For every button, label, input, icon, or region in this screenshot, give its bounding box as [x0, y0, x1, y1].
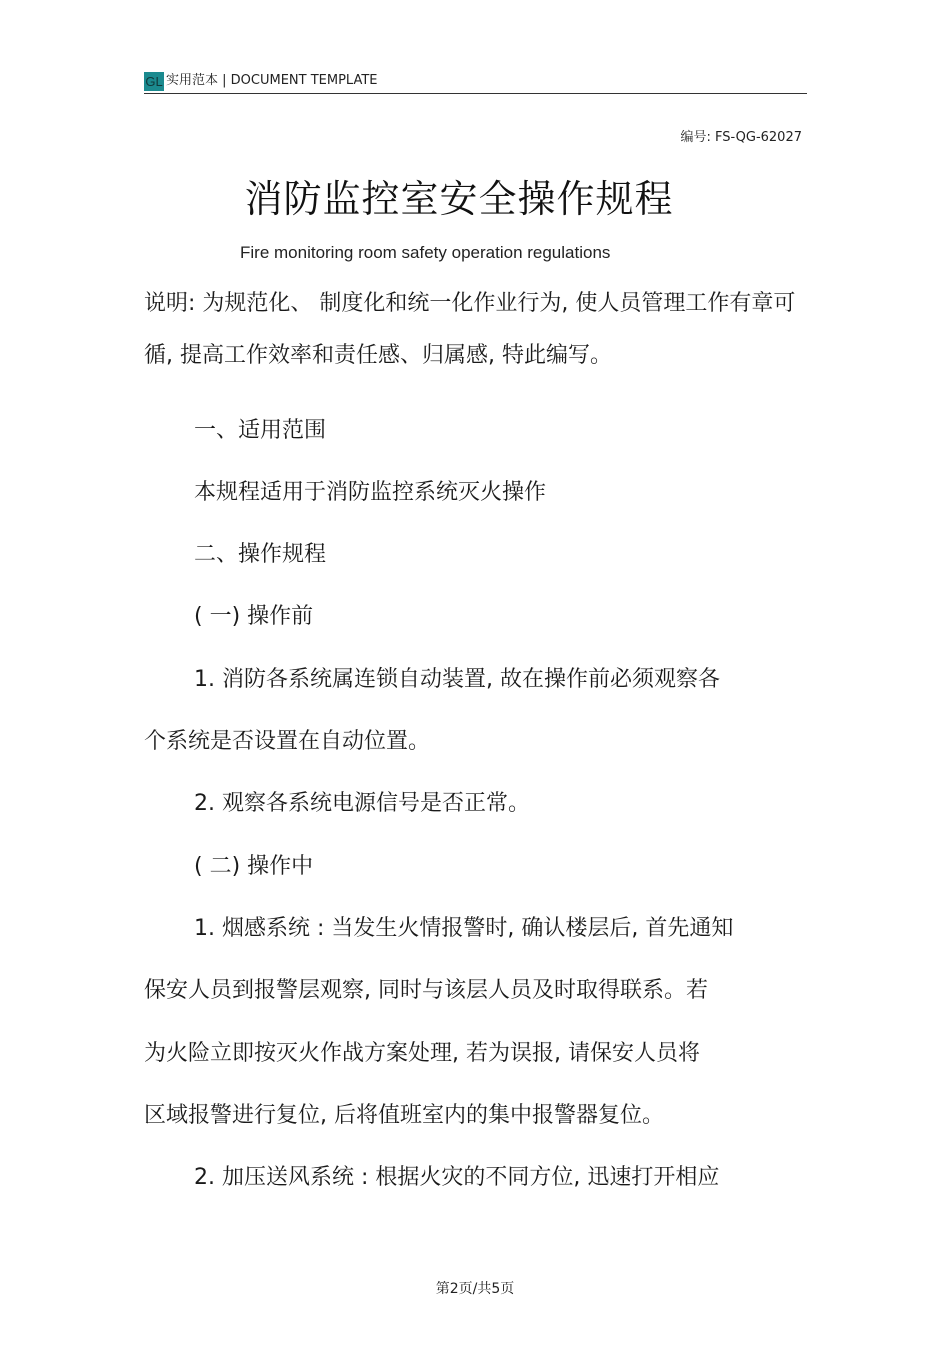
item-3-line-2: 保安人员到报警层观察, 同时与该层人员及时取得联系。若	[144, 978, 708, 1003]
item-3-line-1: 1. 烟感系统 : 当发生火情报警时, 确认楼层后, 首先通知	[194, 916, 734, 941]
intro-line-1: 说明: 为规范化、 制度化和统一化作业行为, 使人员管理工作有章可	[144, 291, 796, 316]
section-heading-procedure: 二、操作规程	[194, 542, 327, 567]
intro-line-2: 循, 提高工作效率和责任感、归属感, 特此编写。	[144, 343, 612, 368]
item-2: 2. 观察各系统电源信号是否正常。	[194, 791, 530, 816]
item-3-line-3: 为火险立即按灭火作战方案处理, 若为误报, 请保安人员将	[144, 1041, 700, 1066]
header-divider	[144, 93, 807, 94]
item-4-line-1: 2. 加压送风系统 : 根据火灾的不同方位, 迅速打开相应	[194, 1165, 720, 1190]
document-subtitle: Fire monitoring room safety operation regulations	[240, 243, 611, 262]
section-text-scope: 本规程适用于消防监控系统灭火操作	[194, 480, 547, 505]
page-number: 第2页/共5页	[435, 1281, 515, 1297]
item-1-line-2: 个系统是否设置在自动位置。	[144, 729, 431, 754]
document-title: 消防监控室安全操作规程	[244, 177, 674, 221]
item-1-line-1: 1. 消防各系统属连锁自动装置, 故在操作前必须观察各	[194, 667, 720, 692]
document-number: 编号: FS-QG-62027	[680, 130, 802, 145]
item-3-line-4: 区域报警进行复位, 后将值班室内的集中报警器复位。	[144, 1103, 664, 1128]
section-heading-scope: 一、适用范围	[194, 418, 327, 443]
template-logo-badge: GL	[145, 74, 163, 89]
subsection-heading-before: ( 一) 操作前	[194, 604, 314, 629]
header-label: 实用范本 | DOCUMENT TEMPLATE	[166, 73, 378, 88]
subsection-heading-during: ( 二) 操作中	[194, 854, 314, 879]
